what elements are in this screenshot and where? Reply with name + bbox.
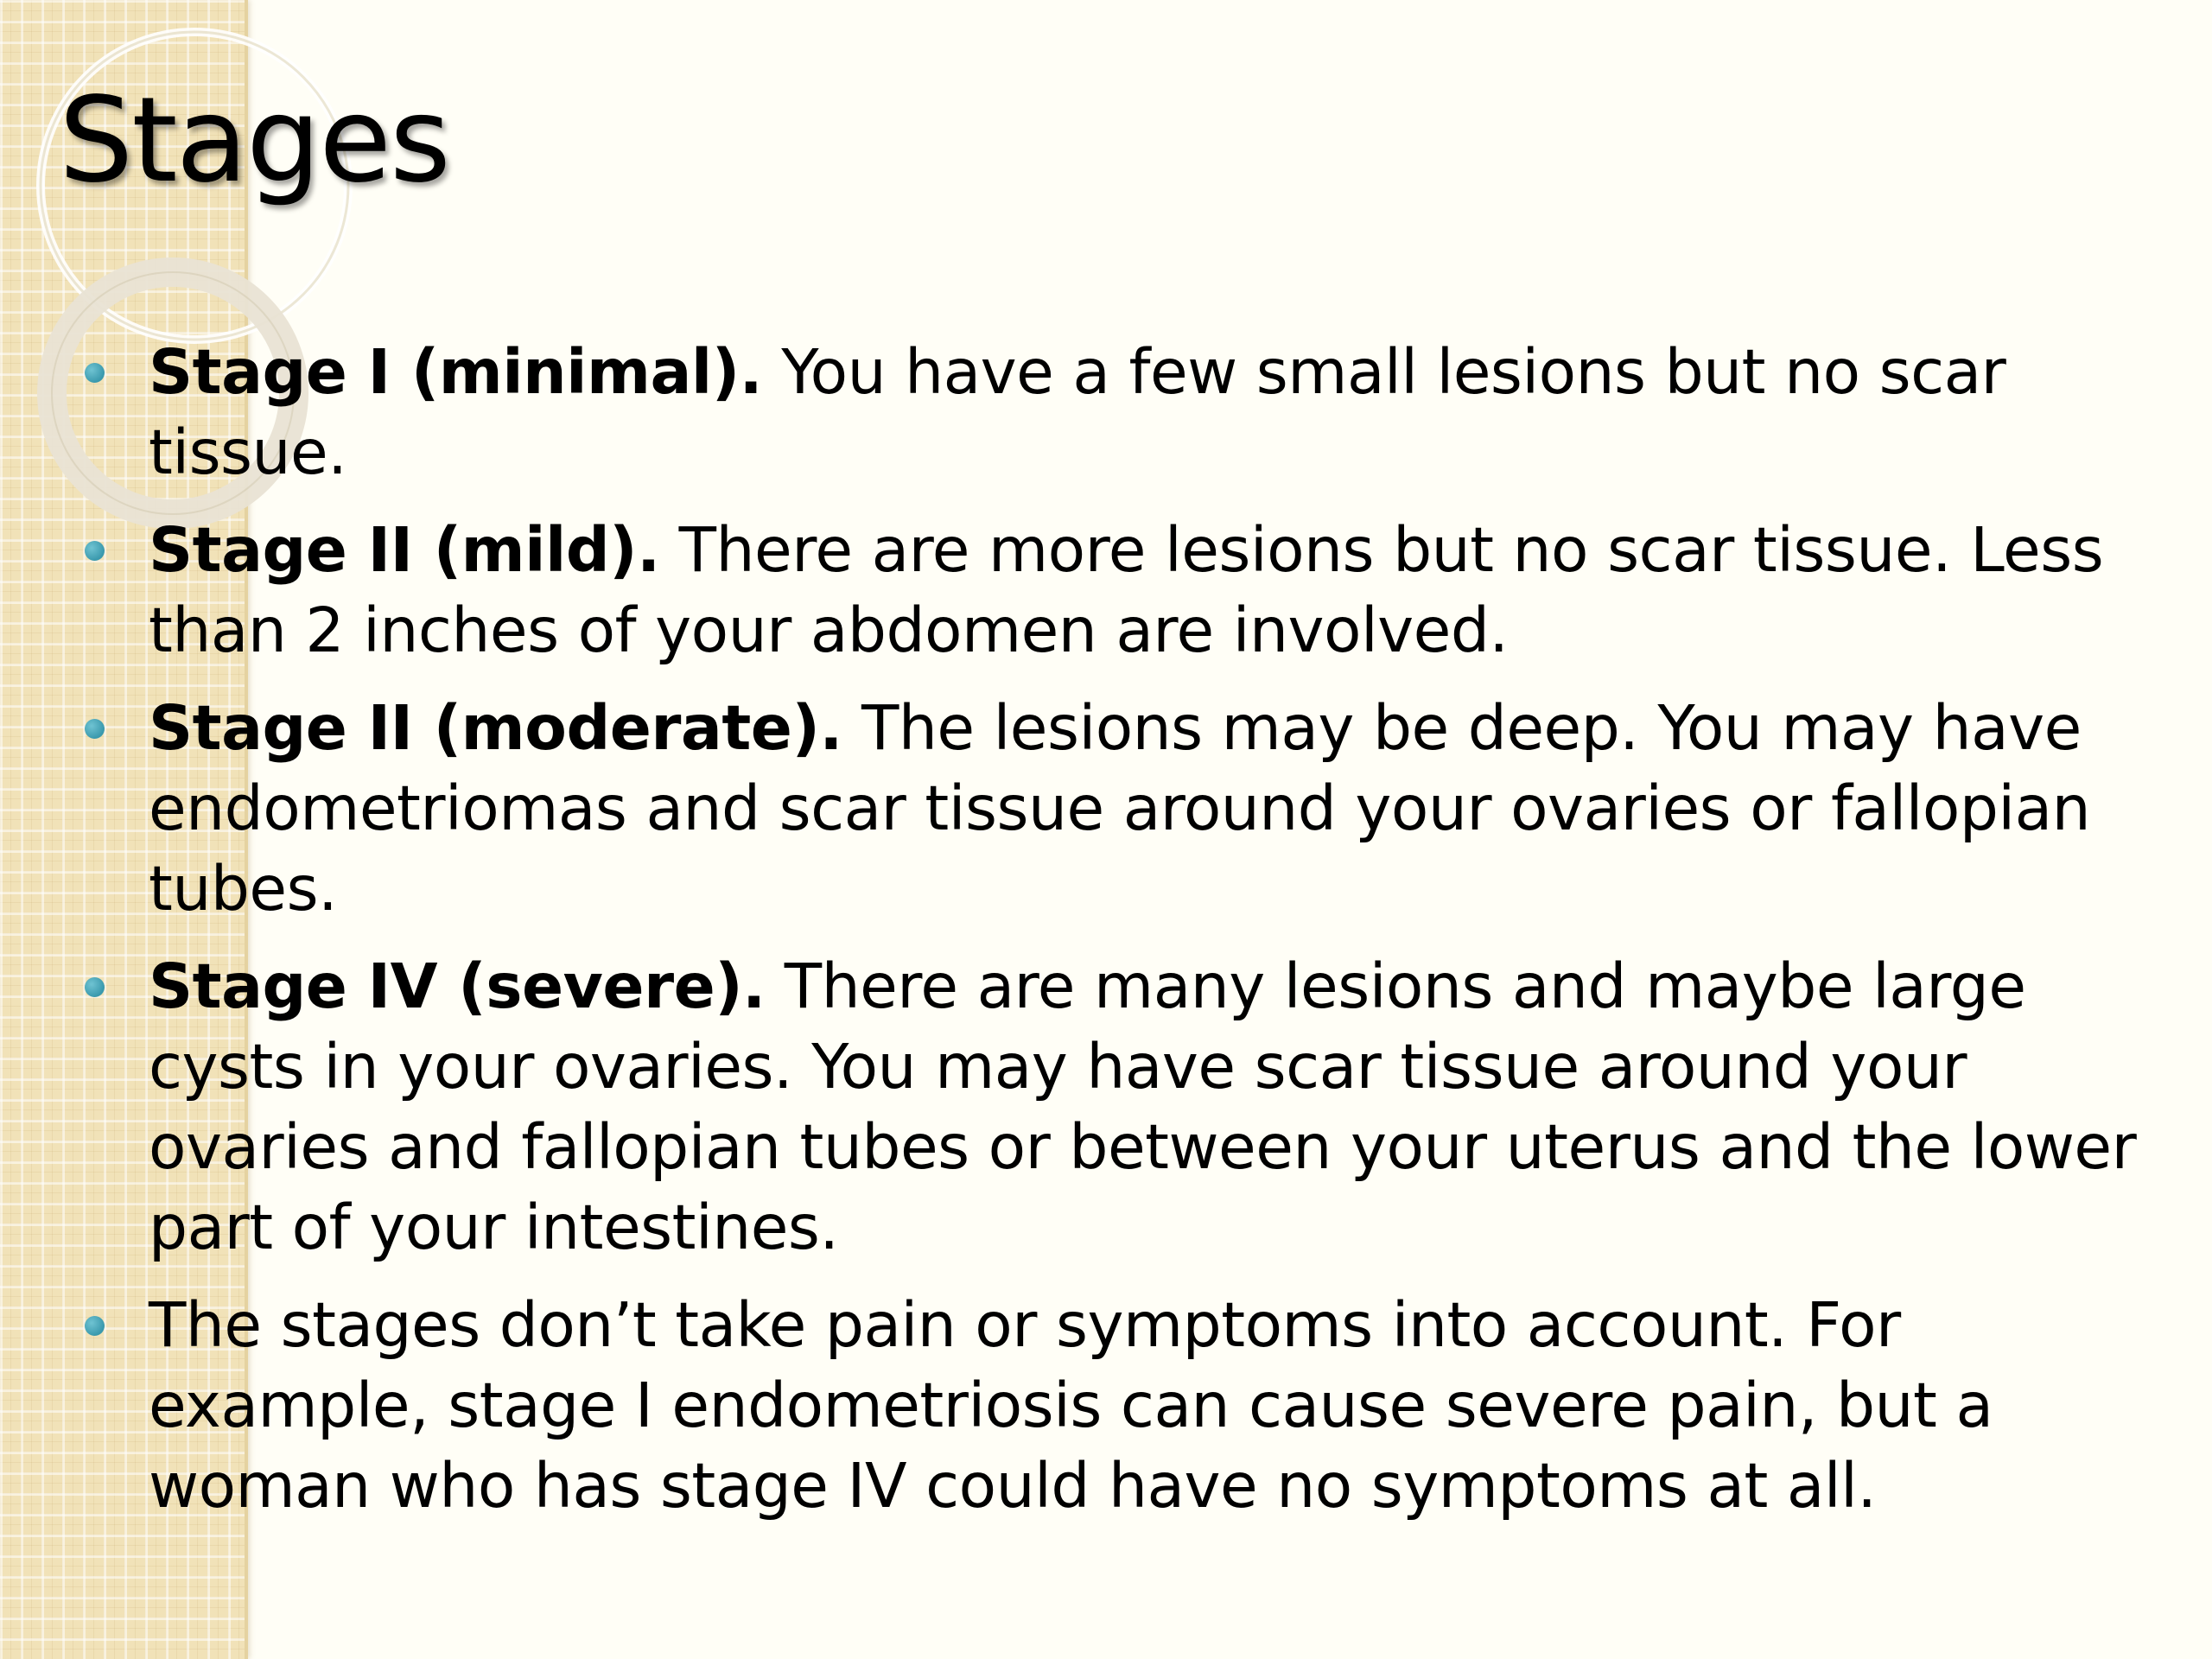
bullet-marker-icon [85,541,105,561]
bullet-text: You have a few small lesions but no scar tissue. [149,336,2006,488]
bullet-marker-icon [85,1316,105,1336]
bullet-lead: Stage IV (severe). [149,950,766,1022]
bullet-text: The stages don’t take pain or symptoms into account. For example, stage I endometriosis can cause severe pain, but a woman who has stage IV could have no symptoms at all. [149,1289,1993,1522]
bullet-stage-1 [149,332,2179,493]
bullet-stage-2-moderate [149,688,2179,929]
bullet-stage-4 [149,946,2179,1268]
bullet-marker-icon [85,719,105,739]
bullet-marker-icon [85,977,105,997]
bullet-text: The lesions may be deep. You may have endometriomas and scar tissue around your ovaries or fallopian tubes. [149,692,2091,925]
bullet-stages-note [149,1285,2179,1526]
bullet-text: There are many lesions and maybe large cysts in your ovaries. You may have scar tissue around your ovaries and fallopian tubes or between your uterus and the lower part of your intestines. [149,950,2137,1263]
bullet-lead: Stage I (minimal). [149,336,763,408]
bullet-lead: Stage II (moderate). [149,692,842,764]
slide-title: Stages [59,73,449,209]
bullet-stage-2-mild [149,510,2179,671]
bullet-marker-icon [85,363,105,383]
bullet-list [149,332,2179,1543]
bullet-lead: Stage II (mild). [149,514,660,586]
bullet-text: There are more lesions but no scar tissue. Less than 2 inches of your abdomen are involved. [149,514,2104,666]
